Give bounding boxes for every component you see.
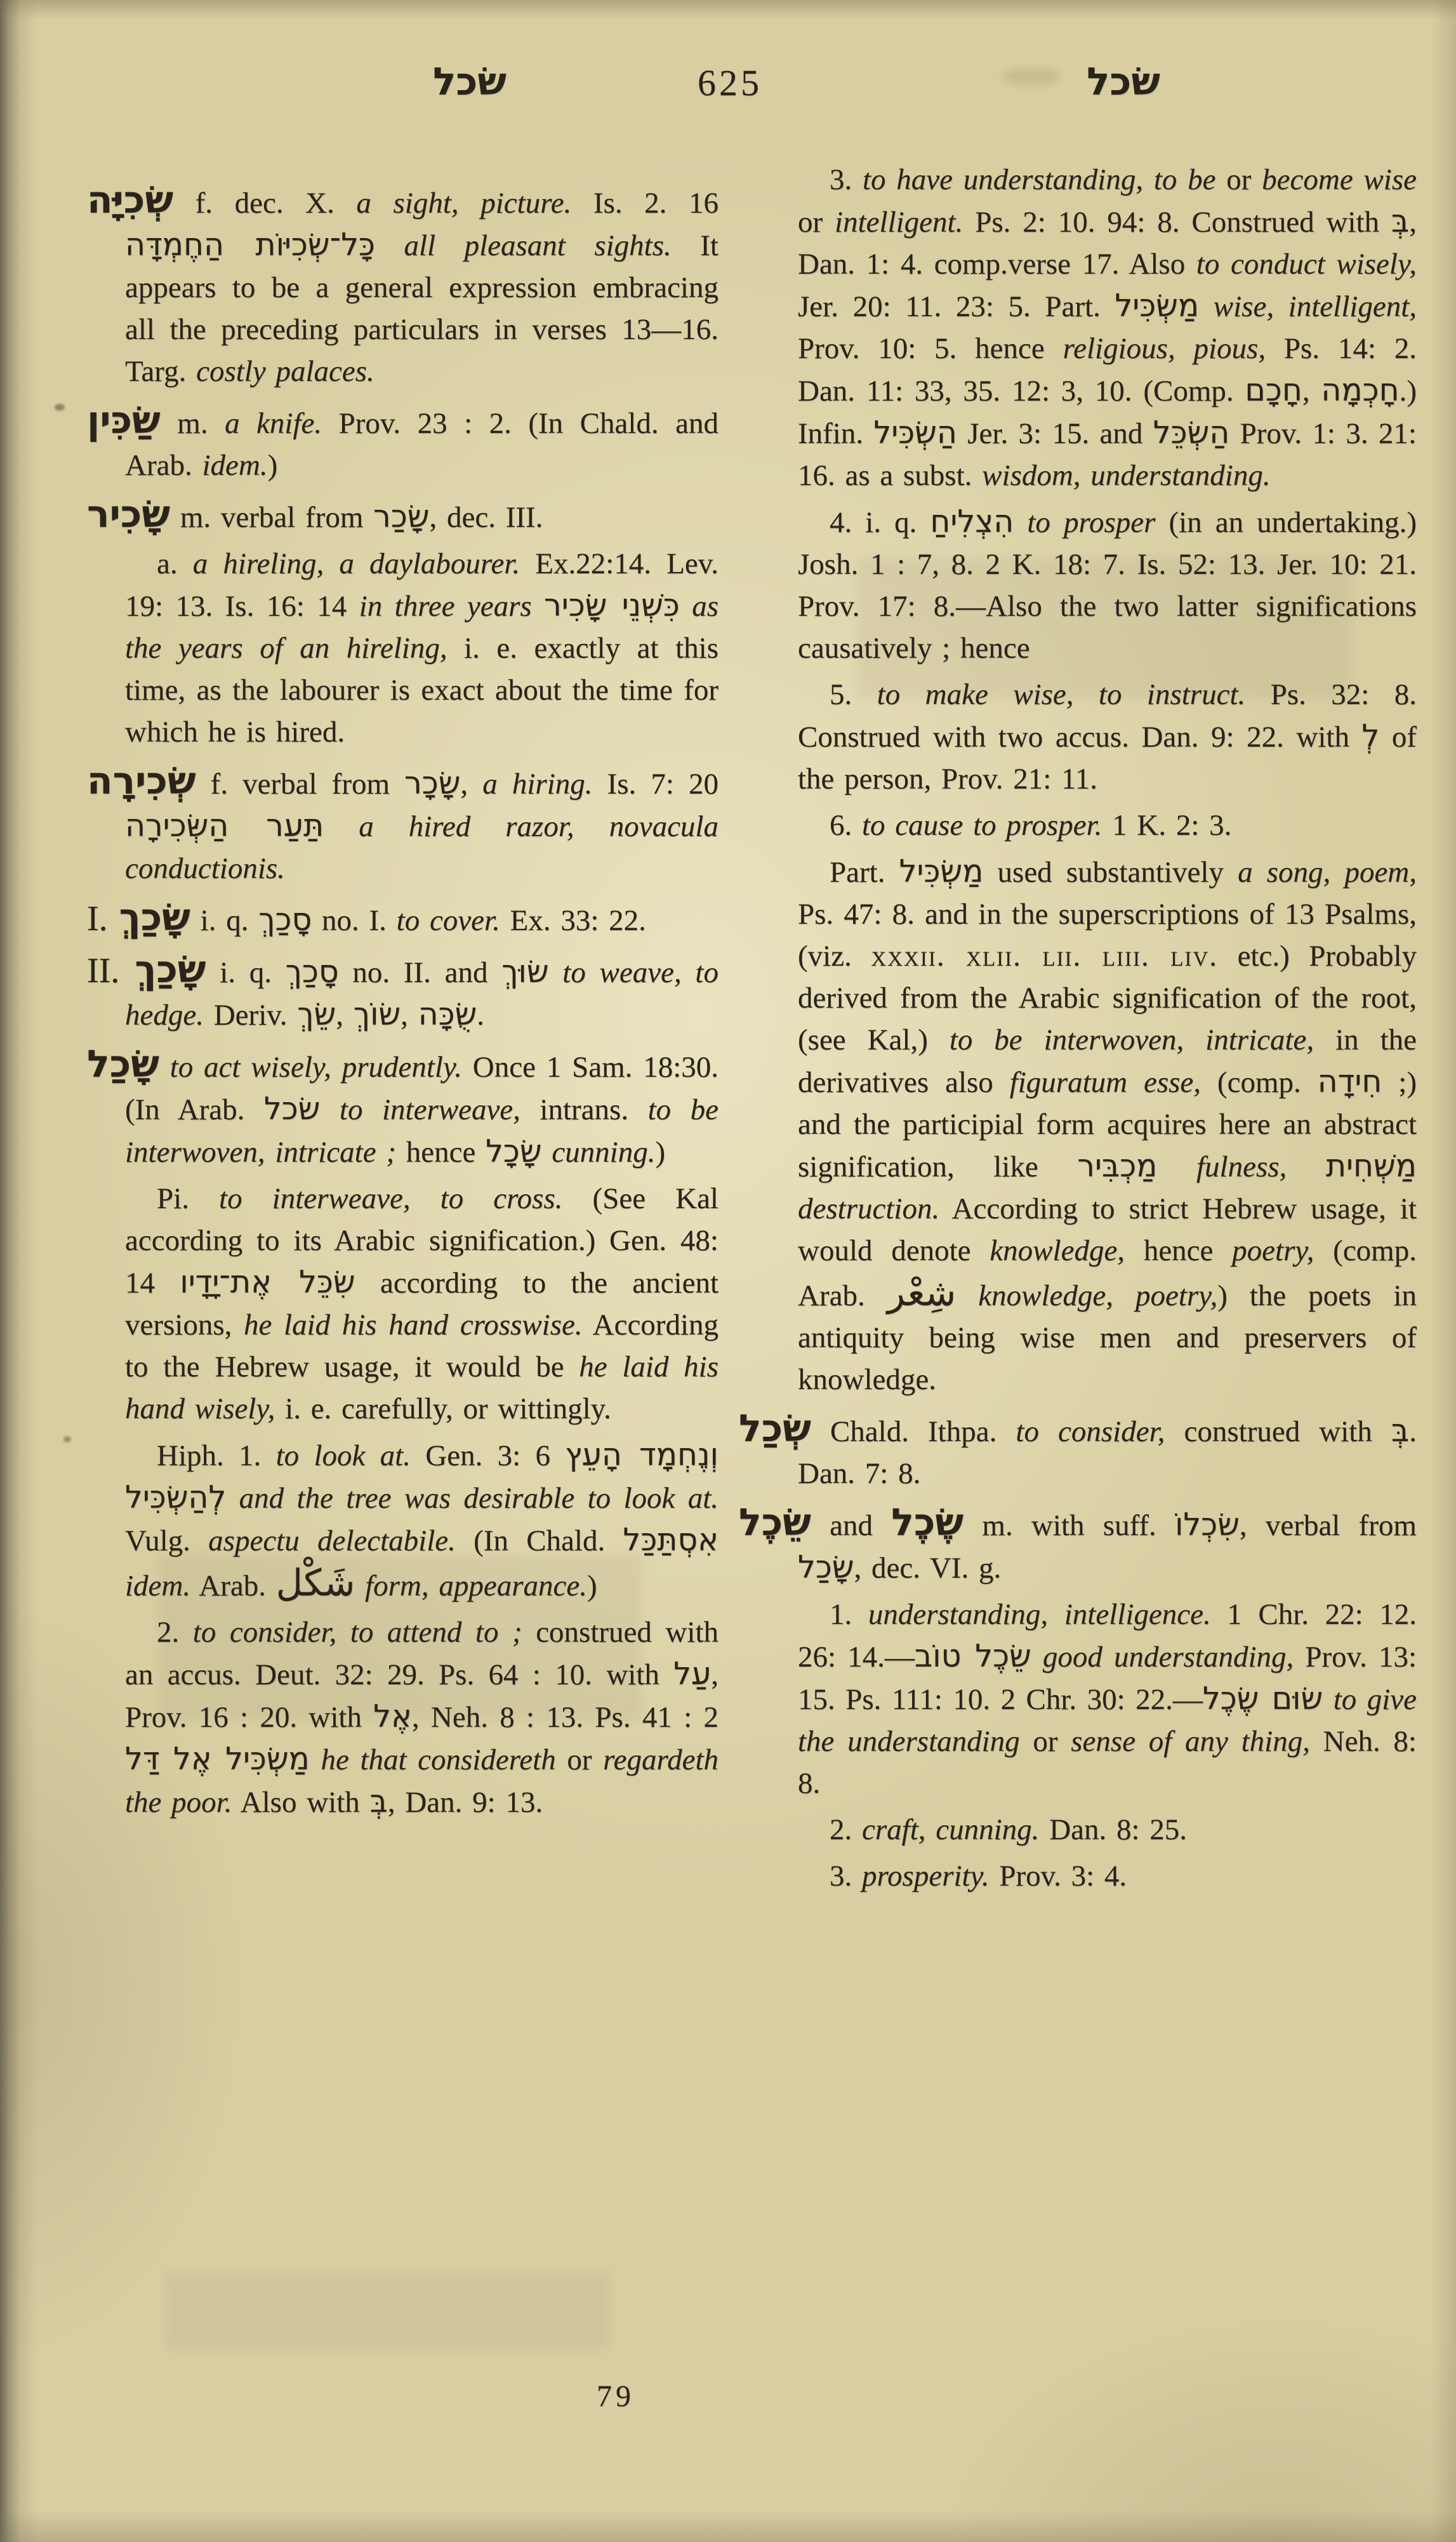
hebrew-text: מַשְׂכִּיל אֶל דַּל [125, 1741, 310, 1777]
running-head-right: שׂכל [1087, 60, 1160, 104]
headword-hebrew: שָׂכַל [87, 1042, 159, 1086]
headword-hebrew: שָׂכַךְ [119, 895, 190, 939]
text-run: and the tree was desirable to look at. [239, 1482, 718, 1515]
text-run: It appears to be a general expression embracing all the preceding particulars in verses 13—16. Targ. [125, 229, 718, 388]
text-run [956, 1279, 978, 1312]
text-run: hence [395, 1136, 486, 1169]
text-run: .) Infin. [798, 375, 1417, 450]
text-run [1287, 1150, 1326, 1183]
text-run: become wise [1262, 163, 1417, 196]
headword-numeral: I. [87, 899, 119, 938]
text-run: poetry, [1232, 1234, 1314, 1267]
text-run: Ps. 32: 8. Construed with two accus. Dan. 9: 22. with [798, 678, 1417, 754]
text-run: Ps. 2: 10. 94: 8. Construed with [963, 206, 1391, 239]
text-run: Ex.22:14. Lev. 19: 13. Is. 16: 14 [125, 547, 718, 623]
text-run: intrans. [520, 1093, 648, 1126]
text-run: a knife. [225, 407, 322, 440]
hebrew-text: בְּ [369, 1783, 388, 1820]
text-run: ) [267, 449, 278, 482]
text-run [549, 956, 563, 989]
text-run: (See Kal according to its Arabic signification.) Gen. 48: 14 [125, 1182, 718, 1300]
text-run [324, 810, 359, 843]
hebrew-text: הַשְׂכֵּל [1153, 415, 1230, 451]
text-run: to cover. [396, 904, 500, 937]
headword-hebrew: שְׂכַל [739, 1406, 811, 1450]
text-run: he laid his hand crosswise. [244, 1308, 583, 1341]
text-run: , [336, 999, 354, 1032]
text-run: Also with [232, 1786, 370, 1819]
paragraph-hiphil-3 [798, 159, 1417, 496]
text-run: , [460, 768, 483, 801]
text-run: f. verbal from [195, 768, 405, 801]
text-run: to interweave, [339, 1093, 520, 1126]
text-run: aspectu delectabile. [208, 1524, 456, 1557]
hebrew-text: שִׂכְלוֹ [1175, 1507, 1240, 1543]
hebrew-text: שָׂכָר [404, 765, 461, 801]
entry-sekhal-chald [739, 1406, 1417, 1494]
hebrew-text: כִּשְׁנֵי שָׂכִיר [544, 587, 680, 623]
text-run: Ps. 14: 2. Dan. 11: 33, 35. 12: 3, 10. (Comp. [798, 332, 1417, 408]
text-run: Pi. [157, 1182, 220, 1215]
text-run: i. e. exactly at this time, as the labourer is exact about the time for which he is hired. [125, 632, 718, 749]
text-run: Prov. 23 : 2. (In Chald. and Arab. [125, 407, 719, 482]
text-run: Prov. 1: 3. 21: 16. as a subst. [798, 417, 1417, 492]
text-run: construed with an accus. Deut. 32: 29. Ps. 64 : 10. with [125, 1616, 718, 1691]
paragraph-hiphil-1 [125, 1434, 718, 1607]
hebrew-text: חִידָה [1317, 1063, 1382, 1100]
text-run [375, 229, 404, 262]
hebrew-text: מַשְׂכִּיל [899, 853, 984, 889]
text-run: Vulg. [125, 1524, 209, 1557]
text-run: or [1019, 1725, 1071, 1758]
headword-hebrew: שָׂכִיר [87, 492, 171, 536]
text-run: a hiring. [482, 768, 593, 801]
paragraph-hiphil-4 [798, 501, 1417, 669]
text-run: Hiph. 1. [157, 1439, 276, 1472]
text-run: (In Chald. [455, 1524, 623, 1557]
text-run: idem. [125, 1569, 191, 1602]
left-column [87, 178, 719, 1828]
text-run: Ex. 33: 22. [500, 904, 646, 937]
text-run: m. [160, 407, 225, 440]
hebrew-text: הַשְׂכִּיל [873, 415, 957, 451]
text-run: and [811, 1509, 892, 1542]
text-run: of the person, Prov. 21: 11. [798, 721, 1417, 795]
text-run: , Prov. 16 : 20. with [125, 1658, 718, 1734]
text-run: etc.) Probably derived from the Arabic signification of the root, (see Kal,) [798, 940, 1417, 1056]
text-run: fulness, [1196, 1150, 1287, 1183]
entry-sekhirah [87, 759, 719, 889]
text-run: as the years of an hireling, [125, 590, 719, 665]
hebrew-text: בְּ [1391, 203, 1410, 239]
text-run: sense of any thing, [1071, 1725, 1310, 1758]
headword-hebrew: שֶׂכֶל [891, 1500, 964, 1544]
hebrew-text: חָכָם [1245, 372, 1302, 408]
text-run: Jer. 3: 15. and [956, 417, 1153, 450]
hebrew-text: סָכַךְ [258, 902, 312, 938]
text-run: to interweave, to cross. [219, 1182, 563, 1215]
text-run: ) [655, 1136, 666, 1169]
text-run: to consider, [1016, 1415, 1165, 1448]
text-run: , verbal from [1239, 1509, 1417, 1542]
hebrew-text: שֵׂכֶל טוֹב [914, 1638, 1031, 1674]
text-run: , dec. III. [429, 501, 543, 534]
text-run: Is. 2. 16 [571, 187, 718, 220]
text-run: Once 1 Sam. 18:30. (In Arab. [125, 1051, 719, 1126]
paragraph-hiphil-6 [798, 804, 1417, 846]
paragraph-piel [125, 1178, 718, 1430]
text-run: f. dec. X. [173, 187, 357, 220]
hebrew-text: תַּעַר הַשְּׂכִירָה [125, 808, 324, 844]
text-run [680, 590, 692, 623]
text-run: to give the understanding [798, 1683, 1417, 1758]
headword-hebrew: שְׂכִיָּה [87, 178, 174, 222]
text-run: used substantively [983, 856, 1238, 889]
hebrew-text: שָׂכָל [486, 1133, 542, 1169]
text-run: , Dan. 1: 4. comp.verse 17. Also [798, 206, 1417, 281]
text-run: 5. [830, 678, 877, 711]
arabic-text: شِعْر [887, 1271, 956, 1314]
text-run: 2. [157, 1616, 193, 1649]
text-run: to look at. [275, 1439, 411, 1472]
arabic-text: شَكْل [275, 1561, 355, 1604]
text-run: he laid his hand wisely, [125, 1350, 718, 1425]
text-run: Neh. 8: 8. [798, 1725, 1417, 1800]
headword-hebrew: שֵׂכֶל [739, 1500, 811, 1544]
text-run: costly palaces. [196, 355, 374, 388]
text-run: or [555, 1743, 604, 1776]
text-run: 1 Chr. 22: 12. 26: 14.— [798, 1598, 1417, 1674]
text-run: a song, poem, [1238, 856, 1417, 889]
text-run: Gen. 3: 6 [410, 1439, 566, 1472]
text-run [1157, 1150, 1196, 1183]
text-run: to consider, to attend to ; [192, 1616, 522, 1649]
text-run: regardeth the poor. [125, 1743, 718, 1819]
text-run: (comp. Arab. [798, 1234, 1417, 1312]
paper-stain [63, 1436, 71, 1442]
text-run: to weave, to hedge. [125, 956, 718, 1032]
text-run: to act wisely, prudently. [169, 1051, 462, 1084]
paper-stain [55, 404, 65, 411]
text-run: to conduct wisely, [1196, 248, 1417, 281]
hebrew-text: עַל [673, 1656, 711, 1692]
entry-sekhel [739, 1500, 1417, 1589]
hebrew-text: הִצְלִיחַ [930, 503, 1014, 540]
text-run: wisdom, understanding. [982, 459, 1271, 492]
entry-sakhir [87, 492, 718, 538]
text-run: intelligent. [835, 206, 963, 239]
text-run: i. e. carefully, or wittingly. [275, 1392, 611, 1425]
text-run [310, 1743, 321, 1776]
text-run: or [798, 206, 835, 239]
text-run: Prov. 13: 15. Ps. 111: 10. 2 Chr. 30: 22.— [798, 1640, 1417, 1716]
hebrew-text: מַשְׁחִית [1325, 1148, 1417, 1184]
entry-sakhakh-ii [87, 947, 718, 1036]
text-run: to have understanding, to be [863, 163, 1216, 196]
headword-hebrew: שַׂכִּין [87, 398, 161, 442]
paper-stain [1003, 69, 1060, 85]
text-run: Dan. 8: 25. [1039, 1813, 1188, 1846]
text-run: a. [157, 547, 193, 580]
hebrew-text: שָׂכַל [798, 1549, 854, 1585]
hebrew-text: לְ [1361, 718, 1380, 754]
text-run: Ps. 47: 8. and in the superscriptions of 13 Psalms, (viz. [798, 898, 1417, 973]
hebrew-text: שֵׂךְ [297, 996, 336, 1032]
hebrew-text: בְּ [1391, 1413, 1410, 1449]
text-run: all pleasant sights. [404, 229, 672, 262]
text-run: wise, intelligent, [1213, 290, 1417, 323]
text-run: in three years [359, 590, 532, 623]
text-run: xxxii. xlii. lii. liii. liv. [871, 940, 1219, 973]
text-run: Is. 7: 20 [592, 768, 719, 801]
headword-hebrew: שְׂכִירָה [87, 759, 196, 802]
text-run: (comp. [1201, 1066, 1318, 1099]
headword-numeral: II. [87, 951, 135, 990]
hebrew-text: סָכַךְ [285, 954, 339, 990]
paragraph-sekhel-3 [798, 1855, 1417, 1897]
text-run: or [1215, 163, 1262, 196]
hebrew-text: חָכְמָה [1321, 372, 1400, 408]
hebrew-text: מַכְבִּיר [1077, 1148, 1158, 1184]
hebrew-text: שִׂכֵּל אֶת־יָדָיו [180, 1264, 355, 1300]
text-run: construed with [1165, 1415, 1391, 1448]
text-run: Part. [830, 856, 899, 889]
hebrew-text: שָׂכַר [373, 498, 430, 535]
text-run: to cause to prosper. [862, 809, 1102, 842]
text-run [1199, 290, 1214, 323]
hebrew-text: שֻׂכָּה [418, 996, 477, 1032]
text-run [355, 1569, 365, 1602]
text-run: m. with suff. [963, 1509, 1175, 1542]
paragraph-hiphil-2 [125, 1611, 718, 1823]
text-run: , [400, 999, 418, 1032]
text-run: According to strict Hebrew usage, it would denote [798, 1192, 1417, 1267]
text-run: According to the Hebrew usage, it would be [125, 1308, 719, 1383]
text-run: a hired razor, novacula conductionis. [125, 810, 718, 885]
text-run: 3. [830, 1860, 862, 1893]
text-run: understanding, intelligence. [868, 1598, 1211, 1631]
text-run: to make wise, to instruct. [877, 678, 1246, 711]
entry-sekhiyyah [87, 178, 718, 392]
text-run: to be interwoven, intricate, [949, 1023, 1314, 1056]
text-run: Prov. 3: 4. [989, 1860, 1127, 1893]
text-run: cunning. [552, 1136, 656, 1169]
text-run: m. verbal from [170, 501, 374, 534]
paragraph-participle [798, 851, 1417, 1401]
text-run: i. q. [206, 956, 286, 989]
hebrew-text: שׂוּךְ [501, 954, 549, 990]
hebrew-text: וְנֶחְמָד הָעֵץ לְהַשְׂכִּיל [125, 1437, 718, 1515]
text-run: religious, pious, [1062, 332, 1266, 365]
hebrew-text: אֶל [373, 1698, 412, 1734]
text-run: 1. [830, 1598, 868, 1631]
text-run: Deriv. [203, 999, 298, 1032]
paragraph-hiphil-5 [798, 674, 1417, 800]
hebrew-text: מַשְׂכִּיל [1115, 288, 1200, 324]
text-run: a sight, picture. [356, 187, 572, 220]
text-run: figuratum esse, [1009, 1066, 1201, 1099]
hebrew-text: כָּל־שְׂכִיּוֹת הַחֶמְדָּה [125, 227, 375, 263]
text-run: form, appearance. [365, 1569, 587, 1602]
right-column [739, 159, 1417, 1901]
text-run: ) [586, 1569, 597, 1602]
text-run: he that considereth [321, 1743, 556, 1776]
entry-sakhakh-i [87, 895, 718, 942]
verso-show-through [165, 2273, 609, 2349]
page-number: 625 [698, 62, 762, 103]
text-run: Chald. Ithpa. [811, 1415, 1016, 1448]
text-run: ) the poets in antiquity being wise men and preservers of knowledge. [798, 1279, 1417, 1396]
entry-sakkin [87, 398, 719, 486]
text-run: Prov. 10: 5. hence [798, 332, 1063, 365]
text-run: , [1302, 375, 1321, 408]
text-run: . [477, 999, 485, 1032]
text-run: good understanding, [1042, 1640, 1294, 1674]
hebrew-text: שׂכל [263, 1091, 321, 1127]
text-run: ;) and the participial form acquires here an abstract signification, like [798, 1066, 1417, 1183]
text-run [320, 1093, 340, 1126]
text-run: Arab. [190, 1569, 276, 1602]
text-run: craft, cunning. [862, 1813, 1040, 1846]
paragraph-sekhel-1 [798, 1594, 1417, 1804]
paragraph-sekhel-2 [798, 1809, 1417, 1851]
text-run: no. I. [312, 904, 397, 937]
text-run: to be interwoven, intricate ; [125, 1093, 719, 1169]
text-run: i. q. [190, 904, 259, 937]
text-run: , Dan. 9: 13. [387, 1786, 543, 1819]
text-run [1014, 506, 1027, 539]
text-run: no. II. and [338, 956, 502, 989]
text-run: a hireling, a daylabourer. [192, 547, 520, 580]
text-run [159, 1051, 170, 1084]
hebrew-text: שׂוֹךְ [353, 996, 401, 1032]
text-run: , Neh. 8 : 13. Ps. 41 : 2 [411, 1701, 718, 1734]
text-run: , dec. VI. g. [854, 1552, 1002, 1585]
printer-signature: 79 [597, 2379, 635, 2413]
text-run: hence [1125, 1234, 1233, 1267]
entry-sakhal [87, 1042, 719, 1173]
text-run: knowledge, poetry, [978, 1279, 1218, 1312]
text-run: according to the ancient versions, [125, 1267, 718, 1341]
text-run: Jer. 20: 11. 23: 5. Part. [798, 290, 1115, 323]
text-run: knowledge, [989, 1234, 1125, 1267]
text-run: (in an undertaking.) Josh. 1 : 7, 8. 2 K. 18: 7. Is. 52: 13. Jer. 10: 21. Prov. 17: 8.—Also the two latter significations causatively ; hence [798, 506, 1417, 665]
hebrew-text: אִסְתַּכַּל [623, 1522, 718, 1558]
text-run: in the derivatives also [798, 1023, 1417, 1099]
text-run [226, 1482, 239, 1515]
hebrew-text: שׂוּם שֶׂכֶל [1202, 1680, 1323, 1717]
text-run: 4. i. q. [830, 506, 930, 539]
text-run: idem. [202, 449, 268, 482]
text-run: 1 K. 2: 3. [1102, 809, 1232, 842]
text-run: to prosper [1027, 506, 1156, 539]
entry-sakhir-sense-a [125, 543, 718, 753]
text-run: 2. [830, 1813, 862, 1846]
text-run: 6. [830, 809, 862, 842]
text-run [1031, 1640, 1043, 1674]
text-run: 3. [830, 163, 863, 196]
headword-hebrew: שָׂכַךְ [135, 947, 206, 991]
text-run: . Dan. 7: 8. [798, 1415, 1417, 1490]
text-run: prosperity. [862, 1860, 989, 1893]
text-run [542, 1136, 552, 1169]
text-run [532, 590, 544, 623]
text-run: destruction. [798, 1192, 940, 1225]
text-run [1323, 1683, 1333, 1716]
running-head-left: שׂכל [433, 60, 506, 104]
